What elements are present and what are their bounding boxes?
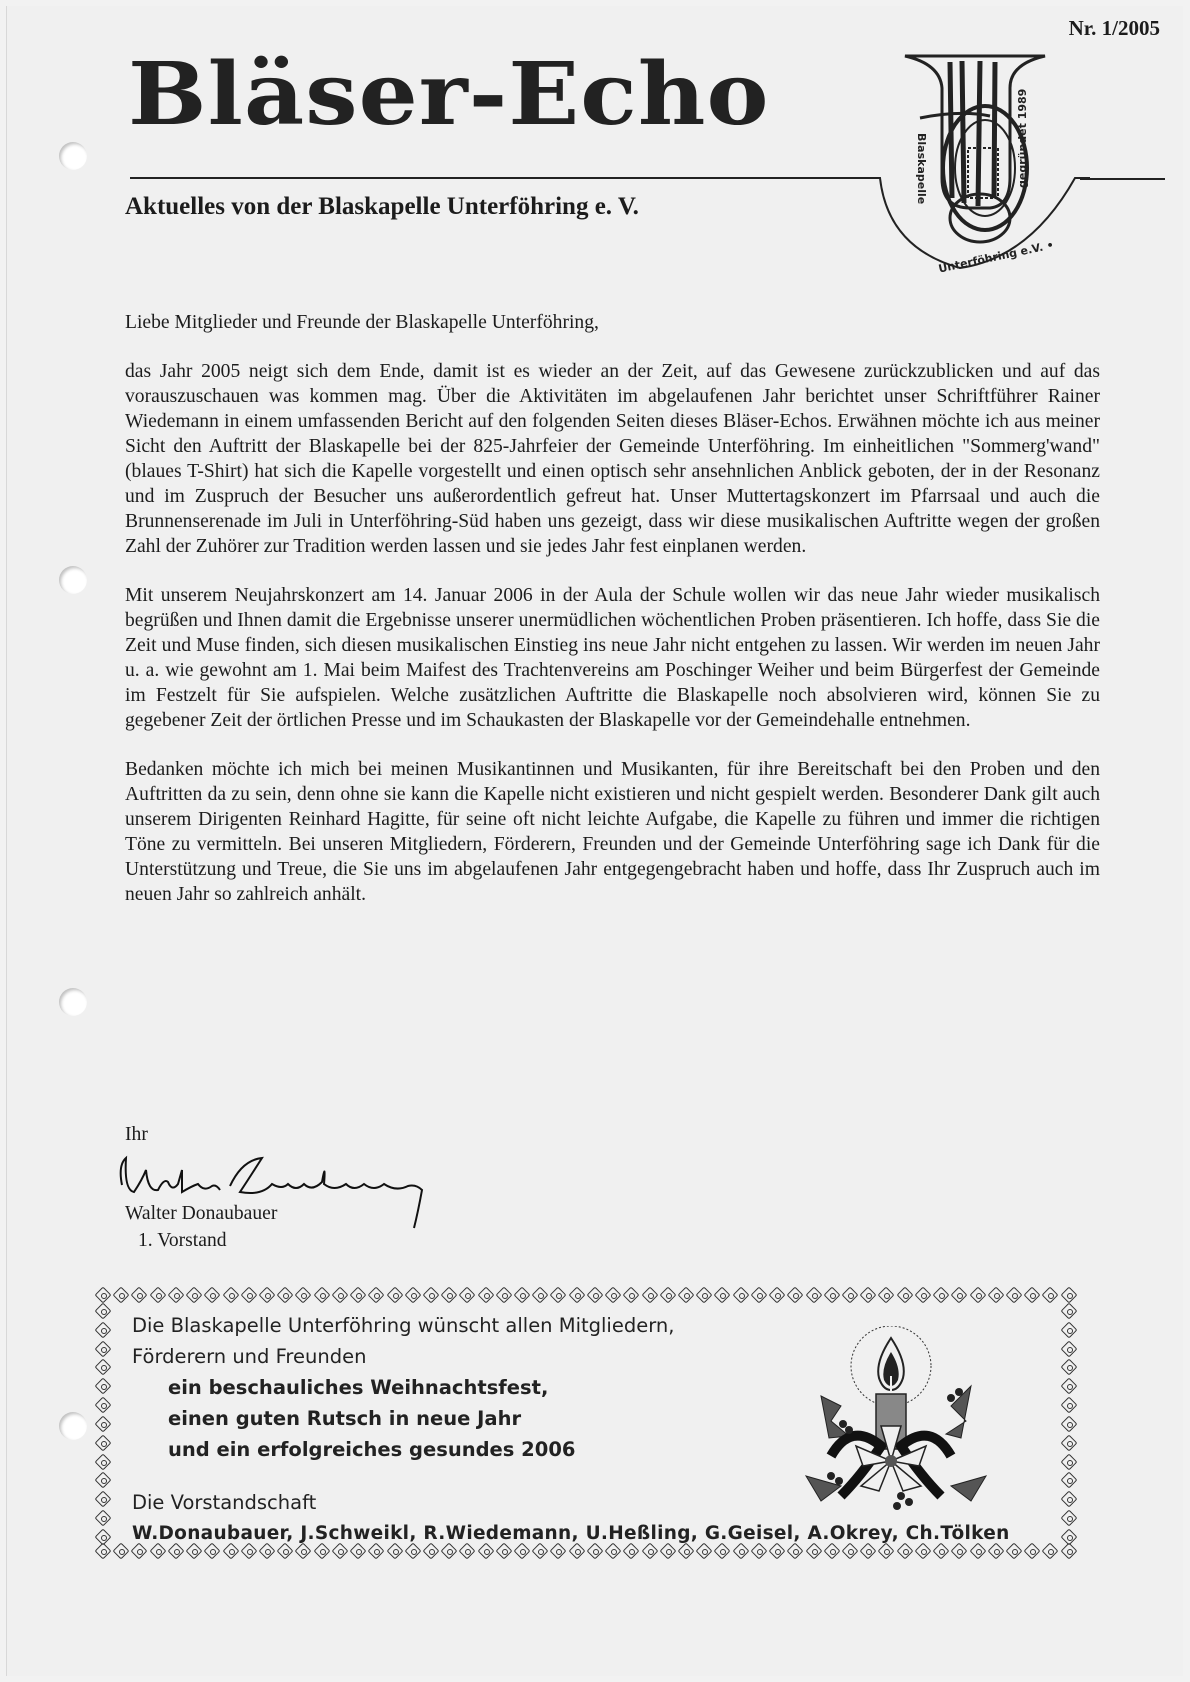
punch-hole [59, 142, 87, 170]
ornament-icon [1062, 1288, 1076, 1302]
letter-greeting: Liebe Mitglieder und Freunde der Blaskapelle Unterföhring, [125, 312, 599, 333]
issue-number: Nr. 1/2005 [1068, 16, 1160, 40]
ornament-icon [624, 1288, 638, 1302]
ornament-icon [989, 1288, 1003, 1302]
ornament-icon [351, 1288, 365, 1302]
ornament-icon [96, 1530, 110, 1544]
ornament-icon [734, 1288, 748, 1302]
ornament-icon [1062, 1417, 1076, 1431]
ornament-icon [96, 1323, 110, 1337]
ornament-icon [96, 1492, 110, 1506]
christmas-candle-icon [801, 1326, 1031, 1516]
logo-text-right: gegründet 1989 [1016, 88, 1029, 188]
ornament-icon [315, 1288, 329, 1302]
ornament-icon [1062, 1530, 1076, 1544]
ornament-icon [333, 1288, 347, 1302]
ornament-icon [825, 1288, 839, 1302]
ornament-icon [224, 1288, 238, 1302]
ornament-icon [588, 1288, 602, 1302]
ornament-icon [96, 1398, 110, 1412]
ornament-icon [879, 1288, 893, 1302]
ornament-icon [843, 1288, 857, 1302]
ornament-icon [1062, 1511, 1076, 1525]
ornament-icon [1025, 1288, 1039, 1302]
ornament-border-left [96, 1304, 112, 1544]
ornament-icon [388, 1288, 402, 1302]
ornament-icon [752, 1288, 766, 1302]
masthead-title: Bläser-Echo [128, 44, 770, 145]
ornament-icon [205, 1288, 219, 1302]
ornament-icon [114, 1288, 128, 1302]
letter-body [125, 310, 1100, 931]
ornament-icon [1062, 1455, 1076, 1469]
ornament-icon [369, 1288, 383, 1302]
ornament-icon [1062, 1436, 1076, 1450]
ornament-icon [971, 1288, 985, 1302]
ornament-icon [424, 1288, 438, 1302]
ornament-icon [1062, 1323, 1076, 1337]
ornament-icon [715, 1288, 729, 1302]
ornament-icon [460, 1288, 474, 1302]
ornament-icon [643, 1288, 657, 1302]
ornament-icon [497, 1288, 511, 1302]
ornament-icon [96, 1417, 110, 1431]
ornament-icon [697, 1288, 711, 1302]
ornament-icon [278, 1288, 292, 1302]
logo-text-left: Blaskapelle [915, 133, 928, 205]
ornament-icon [132, 1288, 146, 1302]
ornament-icon [296, 1288, 310, 1302]
ornament-icon [861, 1288, 875, 1302]
ornament-icon [551, 1288, 565, 1302]
ornament-icon [1062, 1398, 1076, 1412]
ornament-icon [406, 1288, 420, 1302]
tuba-icon [860, 28, 1090, 278]
ornament-icon [570, 1288, 584, 1302]
ornament-icon [1062, 1492, 1076, 1506]
xmas-wish: einen guten Rutsch in neue Jahr [168, 1407, 522, 1430]
ornament-icon [661, 1288, 675, 1302]
christmas-greeting-box [96, 1288, 1076, 1560]
ornament-icon [952, 1288, 966, 1302]
ornament-icon [96, 1304, 110, 1318]
board-names: W.Donaubauer, J.Schweikl, R.Wiedemann, U.Heßling, G.Geisel, A.Okrey, Ch.Tölken [132, 1523, 1010, 1544]
masthead-rule [130, 177, 874, 179]
letter-paragraph: Bedanken möchte ich mich bei meinen Musikantinnen und Musikanten, für ihre Bereitschaft bei den Proben und den Auftritten da zu sein, denn ohne sie kann die Kapelle nicht existieren und nicht gespielt werden. Besonderer Dank gilt auch unserem Dirigenten Reinhard Hagitte, für seine oft nicht leichte Aufgabe, die Kapelle zu führen und immer die richtigen Töne zu vermitteln. Bei unseren Mitgliedern, Förderern, Freunden und der Gemeinde Unterföhring sage ich Dank für die Unterstützung und Treue, die Sie uns im abgelaufenen Jahr entgegengebracht haben und hoffe, dass Ihr Zuspruch auch im neuen Jahr so zahlreich anhält. [125, 759, 1100, 905]
ornament-icon [807, 1288, 821, 1302]
xmas-wish: ein beschauliches Weihnachtsfest, [168, 1376, 549, 1399]
ornament-icon [96, 1511, 110, 1525]
ornament-icon [533, 1288, 547, 1302]
punch-hole [59, 988, 87, 1016]
ornament-icon [114, 1544, 128, 1558]
punch-hole [59, 1412, 87, 1440]
ornament-icon [1062, 1473, 1076, 1487]
ornament-icon [1062, 1360, 1076, 1374]
ornament-icon [1062, 1544, 1076, 1558]
ornament-icon [788, 1288, 802, 1302]
ornament-icon [242, 1288, 256, 1302]
ornament-icon [1007, 1288, 1021, 1302]
logo-text-bottom: Unterföhring e.V. • [937, 238, 1055, 276]
ornament-icon [898, 1288, 912, 1302]
board-label: Die Vorstandschaft [132, 1491, 317, 1514]
ornament-icon [96, 1288, 110, 1302]
ornament-icon [916, 1288, 930, 1302]
signer-role: 1. Vorstand [138, 1230, 227, 1251]
ornament-icon [96, 1379, 110, 1393]
letter-paragraph: das Jahr 2005 neigt sich dem Ende, damit ist es wieder an der Zeit, auf das Gewesene zurückzublicken und auf das vorauszuschauen was kommen mag. Über die Aktivitäten im abgelaufenen Jahr berichtet unser Schriftführer Rainer Wiedemann in einem umfassenden Bericht auf den folgenden Seiten dieses Bläser-Echos. Erwähnen möchte ich aus meiner Sicht den Auftritt der Blaskapelle bei der 825-Jahrfeier der Gemeinde Unterföhring. Im einheitlichen "Sommerg'wand" (blaues T-Shirt) hat sich die Kapelle vorgestellt und einen optisch sehr ansehnlichen Anblick geboten, der in der Resonanz und im Zuspruch der Besucher uns außerordentlich gefreut hat. Unser Muttertagskonzert im Pfarrsaal und auch die Brunnenserenade im Juli in Unterföhring-Süd haben uns gezeigt, dass wir diese musikalischen Auftritte wegen der großen Zahl der Zuhörer zur Tradition werden lassen und sie jedes Jahr fest einplanen werden. [125, 361, 1100, 557]
ornament-icon [96, 1544, 110, 1558]
ornament-icon [96, 1455, 110, 1469]
masthead-rule-right [1080, 178, 1165, 180]
ornament-icon [169, 1288, 183, 1302]
ornament-icon [1062, 1342, 1076, 1356]
masthead-subtitle: Aktuelles von der Blaskapelle Unterföhring e. V. [125, 193, 639, 220]
ornament-icon [606, 1288, 620, 1302]
ornament-icon [442, 1288, 456, 1302]
ornament-border-right [1062, 1304, 1078, 1544]
ornament-icon [260, 1288, 274, 1302]
xmas-wish: und ein erfolgreiches gesundes 2006 [168, 1438, 576, 1461]
punch-hole [59, 566, 87, 594]
ornament-icon [96, 1473, 110, 1487]
ornament-icon [187, 1288, 201, 1302]
ornament-icon [679, 1288, 693, 1302]
ornament-icon [96, 1436, 110, 1450]
ornament-icon [1043, 1544, 1057, 1558]
ornament-icon [515, 1288, 529, 1302]
ornament-icon [934, 1288, 948, 1302]
ornament-border-top [96, 1288, 1076, 1304]
ornament-icon [1062, 1379, 1076, 1393]
letter-paragraph: Mit unserem Neujahrskonzert am 14. Januar 2006 in der Aula der Schule wollen wir das neue Jahr wieder musikalisch begrüßen und Ihnen damit die Ergebnisse unserer unermüdlichen wöchentlichen Proben präsentieren. Ich hoffe, dass Sie die Zeit und Muse finden, sich diesen musikalischen Einstieg ins neue Jahr nicht entgehen zu lassen. Wir werden im neuen Jahr u. a. wie gewohnt am 1. Mai beim Maifest des Trachtenvereins am Poschinger Weiher und beim Bürgerfest der Gemeinde im Festzelt für Sie aufspielen. Welche zusätzlichen Auftritte die Blaskapelle noch absolvieren wird, können Sie zu gegebener Zeit der örtlichen Presse und im Schaukasten der Blaskapelle vor der Gemeindehalle entnehmen. [125, 585, 1100, 731]
ornament-icon [1043, 1288, 1057, 1302]
xmas-line: Die Blaskapelle Unterföhring wünscht allen Mitgliedern, [132, 1314, 675, 1337]
ornament-icon [96, 1360, 110, 1374]
xmas-line: Förderern und Freunden [132, 1345, 367, 1368]
ornament-icon [96, 1342, 110, 1356]
ornament-icon [1062, 1304, 1076, 1318]
ornament-icon [151, 1288, 165, 1302]
ornament-icon [479, 1288, 493, 1302]
signer-block [125, 1200, 277, 1254]
letter-closing: Ihr [125, 1124, 148, 1145]
signer-name: Walter Donaubauer [125, 1203, 278, 1224]
ornament-icon [770, 1288, 784, 1302]
